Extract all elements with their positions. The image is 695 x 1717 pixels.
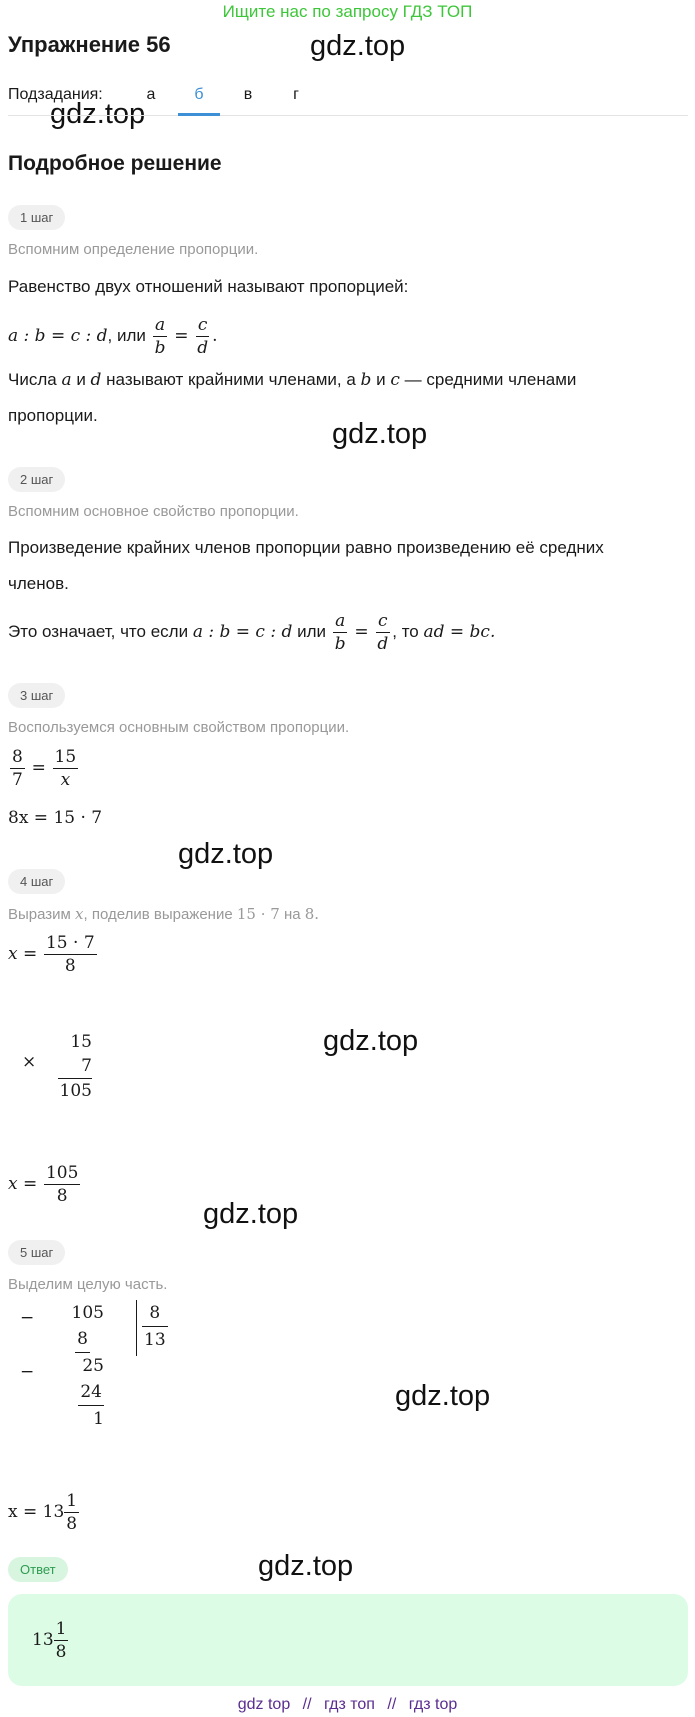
solution-title: Подробное решение	[8, 152, 222, 175]
long-division-column: 105 8 25 24 1	[71, 1303, 104, 1429]
footer-link[interactable]: gdz top	[237, 1696, 291, 1713]
step-4-equation-2: x = $\frac{105}{8}$	[8, 1163, 79, 1207]
page-title: Упражнение 56	[8, 32, 171, 57]
subtasks-bar	[8, 80, 688, 116]
step-5-hint: Выделим целую часть.	[8, 1276, 168, 1293]
step-4-equation-1: x = $\frac{15 \cdot 7}{8}$	[8, 933, 95, 977]
fraction-a-b: $\frac{a}{b}$	[154, 315, 166, 359]
step-3-hint: Воспользуемся основным свойством пропорции.	[8, 719, 350, 736]
minus-sign: −	[20, 1362, 35, 1382]
step-4-chip: 4 шаг	[8, 869, 65, 894]
watermark: gdz.top	[332, 418, 428, 450]
step-2-hint: Вспомним основное свойство пропорции.	[8, 503, 299, 520]
footer-links	[0, 1696, 695, 1714]
minus-sign: −	[20, 1308, 35, 1328]
answer-value: 13 $\frac{1}{8}$	[32, 1619, 67, 1663]
watermark: gdz.top	[395, 1380, 491, 1412]
answer-chip: Ответ	[8, 1557, 68, 1582]
step-2-chip: 2 шаг	[8, 467, 65, 492]
step-2-line-1: Произведение крайних членов пропорции равно произведению её средних	[8, 538, 604, 557]
fraction-a-b: $\frac{a}{b}$	[334, 611, 346, 655]
step-5-result: x = 13 $\frac{1}{8}$	[8, 1491, 78, 1535]
step-5-chip: 5 шаг	[8, 1240, 65, 1265]
watermark: gdz.top	[50, 98, 146, 130]
step-2-formula: Это означает, что если a : b = c : d или $\frac{a}{b}$ = $\frac{c}{d}$ , то ad = bc.	[8, 611, 496, 655]
watermark: gdz.top	[310, 30, 406, 62]
footer-link[interactable]: гдз top	[408, 1696, 458, 1713]
step-1-chip: 1 шаг	[8, 205, 65, 230]
footer-separator: //	[302, 1696, 312, 1713]
fraction-c-d: $\frac{c}{d}$	[197, 315, 209, 359]
watermark: gdz.top	[323, 1025, 419, 1057]
column-multiplication: 15 7 105	[59, 1032, 92, 1101]
step-3-equation: 8x = 15 · 7	[8, 808, 103, 828]
footer-separator: //	[387, 1696, 397, 1713]
watermark: gdz.top	[203, 1198, 299, 1230]
watermark: gdz.top	[258, 1550, 354, 1582]
proportion-expr: a : b = c : d	[8, 326, 108, 346]
tab-v[interactable]: в	[243, 86, 253, 103]
tab-a[interactable]: а	[146, 86, 156, 103]
subtasks-label: Подзадания:	[8, 86, 103, 103]
step-4-hint: Выразим x, поделив выражение 15 · 7 на 8.	[8, 905, 320, 923]
step-3-chip: 3 шаг	[8, 683, 65, 708]
tab-b[interactable]: б	[194, 86, 204, 103]
footer-link[interactable]: гдз топ	[324, 1696, 375, 1713]
watermark: gdz.top	[178, 838, 274, 870]
tab-g[interactable]: г	[293, 86, 299, 103]
step-2-line-2: членов.	[8, 574, 69, 593]
multiply-sign: ×	[22, 1052, 37, 1072]
answer-box	[8, 1594, 688, 1686]
step-1-line-1: Равенство двух отношений называют пропорцией:	[8, 277, 409, 296]
division-divisor-quotient: 8 13	[142, 1300, 168, 1353]
step-1-formula: a : b = c : d, или $\frac{a}{b}$ = $\frac{c}{d}$ .	[8, 315, 218, 359]
step-1-line-4: пропорции.	[8, 406, 98, 425]
fraction-c-d: $\frac{c}{d}$	[377, 611, 389, 655]
step-3-proportion: $\frac{8}{7}$ = $\frac{15}{x}$	[12, 747, 77, 791]
top-banner: Ищите нас по запросу ГДЗ ТОП	[222, 2, 473, 21]
step-1-hint: Вспомним определение пропорции.	[8, 241, 259, 258]
active-tab-underline	[178, 113, 220, 116]
or-word: , или	[107, 326, 146, 345]
division-bar	[136, 1300, 137, 1356]
step-1-line-3: Числа a и d называют крайними членами, а b и c — средними членами	[8, 370, 577, 390]
